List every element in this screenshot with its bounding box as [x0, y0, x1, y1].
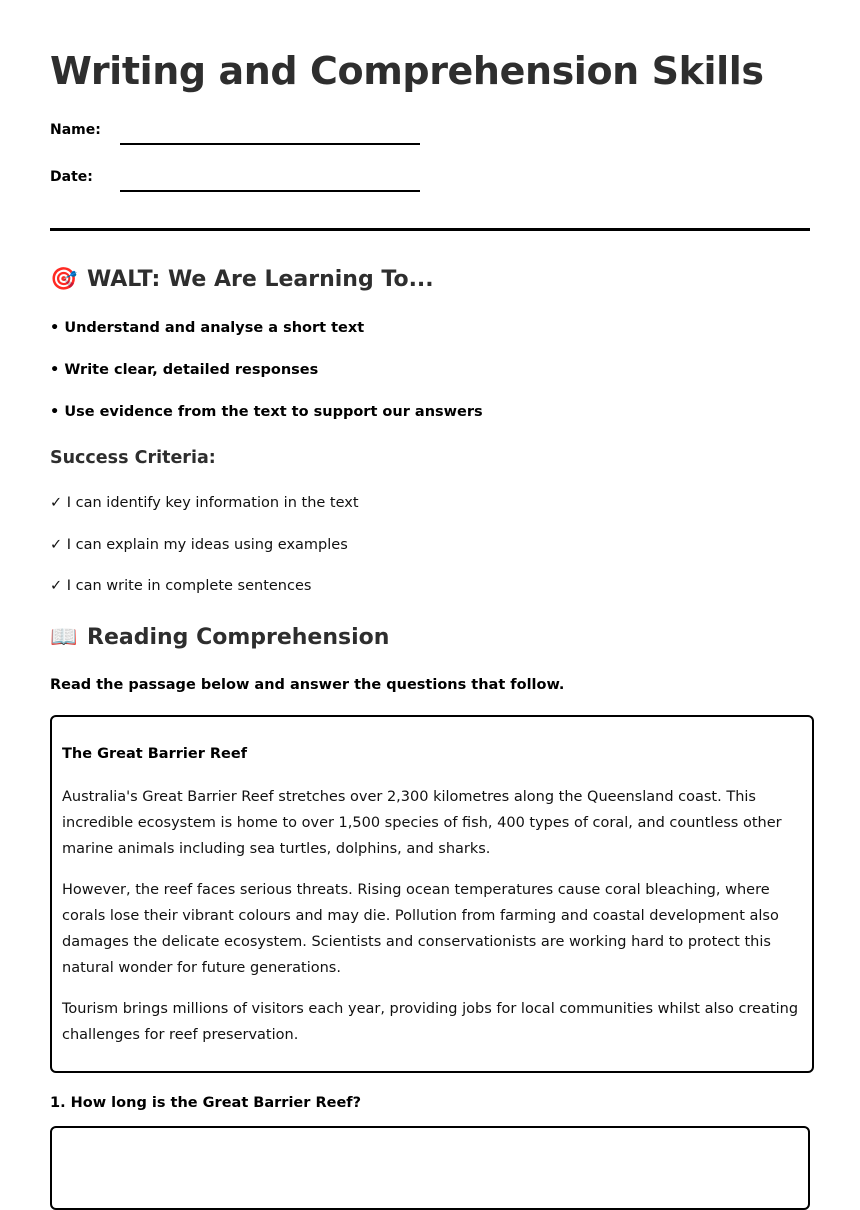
walt-item: • Understand and analyse a short text [50, 320, 365, 336]
walt-item: • Use evidence from the text to support our answers [50, 404, 483, 420]
name-field[interactable] [120, 143, 420, 145]
walt-item: • Write clear, detailed responses [50, 362, 319, 378]
success-criteria-item: ✓ I can identify key information in the text [50, 495, 359, 511]
success-criteria-heading: Success Criteria: [50, 448, 216, 468]
question-1: 1. How long is the Great Barrier Reef? [50, 1095, 361, 1111]
walt-heading-text: WALT: We Are Learning To... [87, 267, 434, 292]
reading-heading [50, 625, 389, 650]
passage-paragraph: Tourism brings millions of visitors each year, providing jobs for local communities whilst also creating challenges for reef preservation. [62, 1001, 799, 1043]
answer-box-1[interactable] [50, 1126, 810, 1210]
name-label: Name: [50, 122, 101, 138]
reading-heading-text: Reading Comprehension [87, 625, 390, 650]
date-label: Date: [50, 169, 93, 185]
open-book-icon: 📖 [50, 625, 78, 650]
success-criteria-item: ✓ I can write in complete sentences [50, 578, 312, 594]
passage-paragraph: Australia's Great Barrier Reef stretches over 2,300 kilometres along the Queensland coast. This incredible ecosystem is home to over 1,500 species of fish, 400 types of coral, and countless other marine animals including sea turtles, dolphins, and sharks. [62, 789, 782, 857]
date-field[interactable] [120, 190, 420, 192]
passage-title: The Great Barrier Reef [62, 746, 248, 762]
target-icon: 🎯 [50, 267, 78, 292]
page-title: Writing and Comprehension Skills [50, 49, 764, 93]
passage-paragraph: However, the reef faces serious threats. Rising ocean temperatures cause coral bleaching, where corals lose their vibrant colours and may die. Pollution from farming and coastal development also damages the delicate ecosystem. Scientists and conservationists are working hard to protect this natural wonder for future generations. [62, 882, 779, 976]
reading-instruction: Read the passage below and answer the questions that follow. [50, 677, 565, 693]
success-criteria-item: ✓ I can explain my ideas using examples [50, 537, 348, 553]
header-divider [50, 228, 810, 231]
passage-box [50, 715, 814, 1073]
walt-heading [50, 267, 434, 292]
